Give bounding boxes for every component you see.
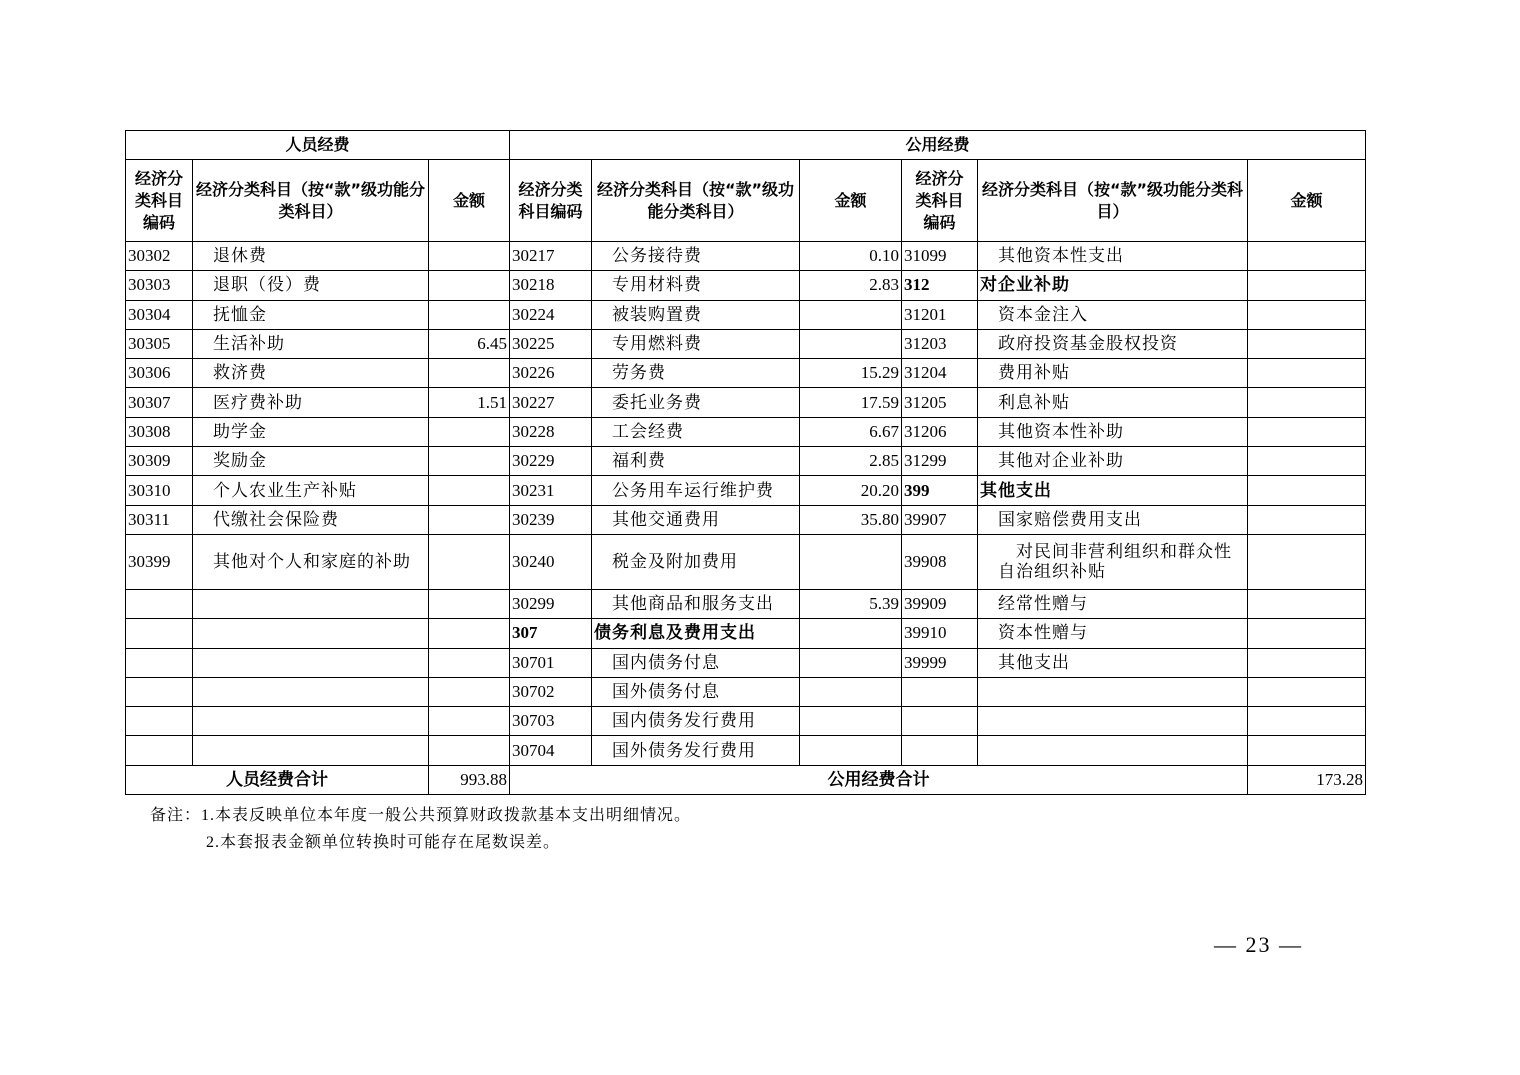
- amount-cell: [800, 736, 902, 765]
- public-total-amount: 173.28: [1248, 765, 1366, 794]
- table-row: [126, 447, 1366, 476]
- amount-cell: [1248, 329, 1366, 358]
- code-cell: 30229: [510, 447, 592, 476]
- code-cell: [902, 677, 978, 706]
- amount-cell: [1248, 388, 1366, 417]
- table-row: [126, 619, 1366, 648]
- item-name-cell: 经常性赠与: [978, 589, 1248, 618]
- amount-cell: [1248, 359, 1366, 388]
- item-name-cell: 其他对个人和家庭的补助: [193, 534, 429, 589]
- amount-cell: 5.39: [800, 589, 902, 618]
- amount-cell: [1248, 534, 1366, 589]
- item-name-cell: 助学金: [193, 417, 429, 446]
- item-name-cell: 债务利息及费用支出: [592, 619, 800, 648]
- item-name-cell: 生活补助: [193, 329, 429, 358]
- amount-cell: [1248, 242, 1366, 271]
- item-name-cell: 劳务费: [592, 359, 800, 388]
- amount-cell: [1248, 648, 1366, 677]
- item-name-cell: [193, 736, 429, 765]
- code-cell: [126, 677, 193, 706]
- footnote-2: 2.本套报表金额单位转换时可能存在尾数误差。: [206, 834, 561, 851]
- amount-cell: [429, 242, 510, 271]
- code-cell: 31205: [902, 388, 978, 417]
- amount-cell: [429, 417, 510, 446]
- header-amount-mid: 金额: [800, 160, 902, 242]
- amount-cell: 6.67: [800, 417, 902, 446]
- code-cell: 39907: [902, 505, 978, 534]
- table-row: [126, 648, 1366, 677]
- code-cell: [126, 736, 193, 765]
- personnel-total-label: 人员经费合计: [126, 765, 429, 794]
- code-cell: [902, 736, 978, 765]
- table-row: [126, 388, 1366, 417]
- code-cell: [126, 648, 193, 677]
- item-name-cell: [978, 707, 1248, 736]
- footnote-1: 备注：1.本表反映单位本年度一般公共预算财政拨款基本支出明细情况。: [150, 807, 692, 824]
- code-cell: 30309: [126, 447, 193, 476]
- item-name-cell: 福利费: [592, 447, 800, 476]
- item-name-cell: 工会经费: [592, 417, 800, 446]
- item-name-cell: [978, 677, 1248, 706]
- table-row: [126, 505, 1366, 534]
- code-cell: [902, 707, 978, 736]
- item-name-cell: 其他资本性补助: [978, 417, 1248, 446]
- amount-cell: [429, 447, 510, 476]
- code-cell: 31299: [902, 447, 978, 476]
- header-name-left: 经济分类科目（按“款”级功能分类科目）: [193, 160, 429, 242]
- header-amount-right: 金额: [1248, 160, 1366, 242]
- amount-cell: 1.51: [429, 388, 510, 417]
- amount-cell: 15.29: [800, 359, 902, 388]
- code-cell: 30310: [126, 476, 193, 505]
- item-name-cell: 利息补贴: [978, 388, 1248, 417]
- item-name-cell: 资本金注入: [978, 300, 1248, 329]
- code-cell: 30303: [126, 271, 193, 300]
- amount-cell: [429, 359, 510, 388]
- code-cell: 30307: [126, 388, 193, 417]
- item-name-cell: [978, 534, 1248, 589]
- amount-cell: [429, 476, 510, 505]
- code-cell: 30302: [126, 242, 193, 271]
- item-name-cell: 退休费: [193, 242, 429, 271]
- item-name-line-2: 自治组织补贴: [998, 561, 1107, 581]
- code-cell: 31204: [902, 359, 978, 388]
- item-name-cell: 被装购置费: [592, 300, 800, 329]
- amount-cell: [429, 271, 510, 300]
- item-name-line-1: 对民间非营利组织和群众性: [1016, 541, 1233, 561]
- item-name-cell: 其他支出: [978, 476, 1248, 505]
- code-cell: 30703: [510, 707, 592, 736]
- item-name-cell: 其他资本性支出: [978, 242, 1248, 271]
- item-name-cell: 资本性赠与: [978, 619, 1248, 648]
- item-name-cell: 费用补贴: [978, 359, 1248, 388]
- item-name-cell: 专用材料费: [592, 271, 800, 300]
- code-cell: 30224: [510, 300, 592, 329]
- page-number: — 23 —: [1214, 932, 1303, 957]
- footnotes: [150, 802, 691, 856]
- item-name-cell: 退职（役）费: [193, 271, 429, 300]
- code-cell: 30305: [126, 329, 193, 358]
- item-name-cell: 救济费: [193, 359, 429, 388]
- item-name-cell: 国外债务发行费用: [592, 736, 800, 765]
- amount-cell: [1248, 417, 1366, 446]
- code-cell: 30311: [126, 505, 193, 534]
- code-cell: 30306: [126, 359, 193, 388]
- amount-cell: 20.20: [800, 476, 902, 505]
- amount-cell: [1248, 447, 1366, 476]
- group-header-public: 公用经费: [510, 131, 1366, 160]
- amount-cell: [1248, 736, 1366, 765]
- code-cell: 31099: [902, 242, 978, 271]
- code-cell: 31201: [902, 300, 978, 329]
- personnel-total-amount: 993.88: [429, 765, 510, 794]
- totals-row: [126, 765, 1366, 794]
- table-row: [126, 589, 1366, 618]
- table-row: [126, 707, 1366, 736]
- code-cell: 30308: [126, 417, 193, 446]
- item-name-cell: 税金及附加费用: [592, 534, 800, 589]
- item-name-cell: 代缴社会保险费: [193, 505, 429, 534]
- item-name-cell: 国外债务付息: [592, 677, 800, 706]
- code-cell: 30701: [510, 648, 592, 677]
- table-row: [126, 736, 1366, 765]
- code-cell: [126, 619, 193, 648]
- code-cell: 30218: [510, 271, 592, 300]
- amount-cell: [429, 707, 510, 736]
- header-name-mid: 经济分类科目（按“款”级功能分类科目）: [592, 160, 800, 242]
- item-name-cell: [193, 648, 429, 677]
- amount-cell: [1248, 707, 1366, 736]
- code-cell: 39908: [902, 534, 978, 589]
- amount-cell: [429, 736, 510, 765]
- header-code-mid: 经济分类科目编码: [510, 160, 592, 242]
- code-cell: [126, 589, 193, 618]
- amount-cell: [1248, 619, 1366, 648]
- code-cell: 30304: [126, 300, 193, 329]
- amount-cell: [1248, 677, 1366, 706]
- code-cell: 30702: [510, 677, 592, 706]
- header-code-right: 经济分 类科目 编码: [902, 160, 978, 242]
- item-name-cell: 其他商品和服务支出: [592, 589, 800, 618]
- code-cell: 31203: [902, 329, 978, 358]
- amount-cell: [429, 648, 510, 677]
- code-cell: 399: [902, 476, 978, 505]
- code-cell: 30217: [510, 242, 592, 271]
- code-cell: 39999: [902, 648, 978, 677]
- group-header-personnel: 人员经费: [126, 131, 510, 160]
- table-row: [126, 242, 1366, 271]
- item-name-cell: [193, 677, 429, 706]
- amount-cell: [1248, 589, 1366, 618]
- item-name-cell: [978, 736, 1248, 765]
- code-cell: 30228: [510, 417, 592, 446]
- amount-cell: [1248, 476, 1366, 505]
- item-name-cell: [193, 707, 429, 736]
- item-name-cell: 医疗费补助: [193, 388, 429, 417]
- code-cell: 39910: [902, 619, 978, 648]
- code-cell: 30704: [510, 736, 592, 765]
- code-cell: 30227: [510, 388, 592, 417]
- amount-cell: [800, 329, 902, 358]
- amount-cell: 2.83: [800, 271, 902, 300]
- code-cell: 30225: [510, 329, 592, 358]
- amount-cell: 6.45: [429, 329, 510, 358]
- code-cell: 30299: [510, 589, 592, 618]
- amount-cell: [429, 505, 510, 534]
- amount-cell: 0.10: [800, 242, 902, 271]
- amount-cell: [800, 707, 902, 736]
- table-row: [126, 359, 1366, 388]
- item-name-cell: 其他对企业补助: [978, 447, 1248, 476]
- item-name-cell: 抚恤金: [193, 300, 429, 329]
- item-name-cell: 公务用车运行维护费: [592, 476, 800, 505]
- amount-cell: [800, 648, 902, 677]
- item-name-cell: 委托业务费: [592, 388, 800, 417]
- header-name-right: 经济分类科目（按“款”级功能分类科目）: [978, 160, 1248, 242]
- amount-cell: 2.85: [800, 447, 902, 476]
- amount-cell: [429, 534, 510, 589]
- item-name-cell: [193, 619, 429, 648]
- table-row: [126, 300, 1366, 329]
- header-code-left: 经济分 类科目 编码: [126, 160, 193, 242]
- item-name-cell: 公务接待费: [592, 242, 800, 271]
- amount-cell: 17.59: [800, 388, 902, 417]
- amount-cell: [429, 300, 510, 329]
- amount-cell: [1248, 300, 1366, 329]
- item-name-cell: 国内债务付息: [592, 648, 800, 677]
- item-name-cell: 政府投资基金股权投资: [978, 329, 1248, 358]
- item-name-cell: 专用燃料费: [592, 329, 800, 358]
- amount-cell: 35.80: [800, 505, 902, 534]
- item-name-cell: [193, 589, 429, 618]
- code-cell: [126, 707, 193, 736]
- item-name-cell: 对企业补助: [978, 271, 1248, 300]
- public-total-label: 公用经费合计: [510, 765, 1248, 794]
- item-name-cell: 国家赔偿费用支出: [978, 505, 1248, 534]
- item-name-cell: 国内债务发行费用: [592, 707, 800, 736]
- header-amount-left: 金额: [429, 160, 510, 242]
- amount-cell: [1248, 271, 1366, 300]
- amount-cell: [800, 300, 902, 329]
- item-name-cell: 奖励金: [193, 447, 429, 476]
- code-cell: 31206: [902, 417, 978, 446]
- code-cell: 30399: [126, 534, 193, 589]
- code-cell: 30226: [510, 359, 592, 388]
- amount-cell: [429, 589, 510, 618]
- table-row: [126, 417, 1366, 446]
- amount-cell: [800, 534, 902, 589]
- code-cell: 312: [902, 271, 978, 300]
- code-cell: 307: [510, 619, 592, 648]
- code-cell: 30239: [510, 505, 592, 534]
- code-cell: 30240: [510, 534, 592, 589]
- amount-cell: [800, 677, 902, 706]
- item-name-cell: 其他支出: [978, 648, 1248, 677]
- code-cell: 39909: [902, 589, 978, 618]
- basic-expenditure-table: [125, 130, 1366, 795]
- amount-cell: [429, 619, 510, 648]
- table-row: [126, 329, 1366, 358]
- table-row: [126, 271, 1366, 300]
- code-cell: 30231: [510, 476, 592, 505]
- amount-cell: [1248, 505, 1366, 534]
- table-row: [126, 534, 1366, 589]
- table-row: [126, 476, 1366, 505]
- amount-cell: [800, 619, 902, 648]
- table-row: [126, 677, 1366, 706]
- amount-cell: [429, 677, 510, 706]
- item-name-cell: 其他交通费用: [592, 505, 800, 534]
- item-name-cell: 个人农业生产补贴: [193, 476, 429, 505]
